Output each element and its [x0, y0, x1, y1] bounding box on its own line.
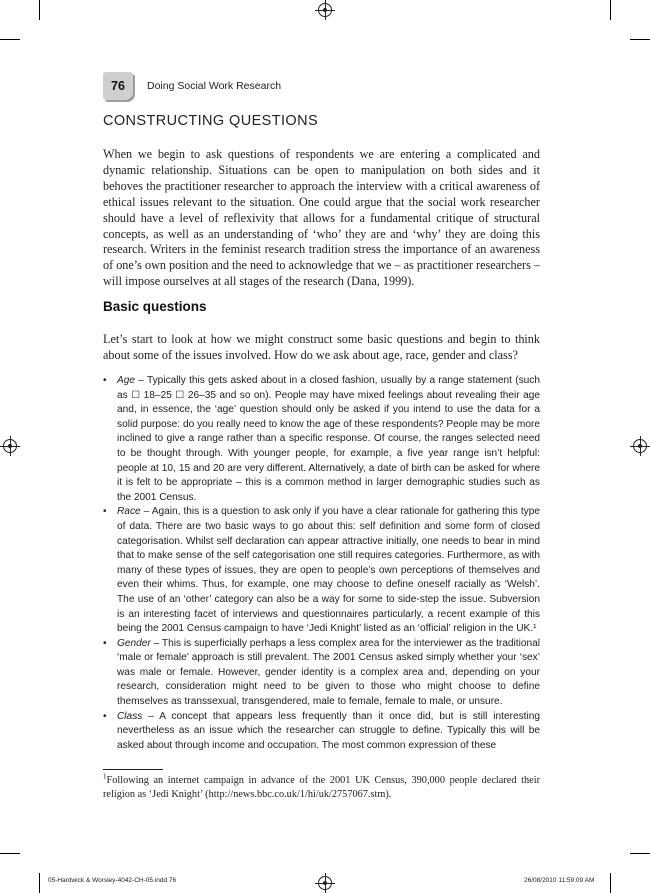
bullet-item-race [103, 505, 540, 636]
registration-mark-top-icon [318, 3, 332, 17]
crop-mark-top-right-h [630, 39, 650, 40]
crop-mark-bottom-right-v [610, 873, 611, 893]
registration-mark-left-icon [3, 439, 17, 453]
subheading-basic-questions: Basic questions [103, 299, 207, 314]
slug-timestamp: 26/08/2010 11:59:09 AM [524, 877, 595, 884]
crop-mark-top-right-v [610, 0, 611, 20]
footnote-text: Following an internet campaign in advance of the 2001 UK Census, 390,000 people declared their religion as ‘Jedi Knight’ (http://news.bbc.co.uk/1/hi/uk/2757067.stm). [103, 775, 540, 801]
bullet-text: – Again, this is a question to ask only if you have a clear rationale for gathering this type of data. There are two basic ways to go about this: self definition and some form of closed categorisation. Whilst self declaration can appear attractive initially, one needs to bear in mind that to make sense of the self categorisation one still requires categories. Furthermore, as with many of these types of issues, they are open to people’s own perceptions of themselves and even their whims. Thus, for example, one may choose to define oneself racially as ‘Welsh’. The use of an ‘other’ category can also be a way for some to side-step the issue. Subversion is an interesting facet of interviews and questionnaires particularly, a recent example of this being the 2001 Census campaign to have ‘Jedi Knight’ listed as an ‘official’ religion in the UK.¹ [117, 506, 540, 635]
slug-file-name: 05-Hardwick & Worsley-4042-CH-05.indd 76 [48, 877, 177, 884]
bullet-term: Age [117, 375, 136, 386]
bullet-text: – This is superficially perhaps a less complex area for the interviewer as the traditional ‘male or female’ approach is still prevalent. The 2001 Census asked simply whether your ‘sex’ was male or female. However, gender identity is a complex area and, depending on your research, consideration might need to be given to those who might choose to define themselves as transsexual, transgendered, male to female, female to male, or unsure. [117, 637, 540, 708]
basic-questions-paragraph: Let’s start to look at how we might construct some basic questions and begin to think about some of the issues involved. How do we ask about age, race, gender and class? [103, 332, 540, 362]
registration-mark-right-icon [633, 439, 647, 453]
crop-mark-top-left-h [0, 39, 20, 40]
crop-mark-bottom-right-h [630, 853, 650, 854]
page-number: 76 [111, 79, 125, 93]
bullet-text: – Typically this gets asked about in a closed fashion, usually by a range statement (such as ☐ 18–25 ☐ 26–35 and so on). People may have mixed feelings about revealing their age and, in essence, the ‘age’ question should only be asked if you intend to use the data for a solid purpose: do you really need to know the age of these respondents? People may be more inclined to give a range rather than a specific response. Of course, the ranges selected need to be thought through. With younger people, for example, a five year range isn’t helpful: people at 10, 15 and 20 are very different. Alternatively, a date of birth can be asked for where it is felt to be appropriate – this is a common method in larger demographic studies such as the 2001 Census. [117, 375, 540, 503]
bullet-term: Race [117, 506, 141, 518]
bullet-item-gender [103, 637, 540, 710]
crop-mark-top-left-v [39, 0, 40, 20]
intro-paragraph: When we begin to ask questions of respondents we are entering a complicated and dynamic relationship. Situations can be open to manipulation on both sides and it behoves the practitioner researcher to approach the interview with a critical awareness of ethical issues relevant to the situation. One could argue that the social work researcher should have a level of reflexivity that allows for a fundamental critique of structural concepts, as well as an understanding of ‘who’ they are and ‘why’ they are doing this research. Writers in the feminist research tradition stress the importance of an awareness of one’s own position and the need to acknowledge that we – as practitioner researchers – will impose ourselves at all stages of the research (Dana, 1999). [103, 147, 540, 289]
crop-mark-bottom-left-v [39, 873, 40, 893]
bullet-item-age [103, 374, 540, 505]
section-title: CONSTRUCTING QUESTIONS [103, 113, 319, 129]
footnote-rule [103, 769, 163, 770]
bullet-list [103, 374, 540, 753]
footnote-mark: 1 [103, 772, 107, 781]
crop-mark-bottom-left-h [0, 853, 20, 854]
bullet-term: Gender [117, 637, 151, 649]
bullet-term: Class [117, 710, 143, 722]
registration-mark-bottom-icon [318, 876, 332, 890]
bullet-item-class [103, 710, 540, 754]
running-head: Doing Social Work Research [147, 80, 282, 92]
footnote [103, 774, 540, 803]
page-number-tab [103, 72, 133, 100]
bullet-text: – A concept that appears less frequently than it once did, but is still interesting nevertheless as an issue which the researcher can struggle to define. Typically this will be asked about through income and occupation. The most common expression of these [117, 710, 540, 751]
